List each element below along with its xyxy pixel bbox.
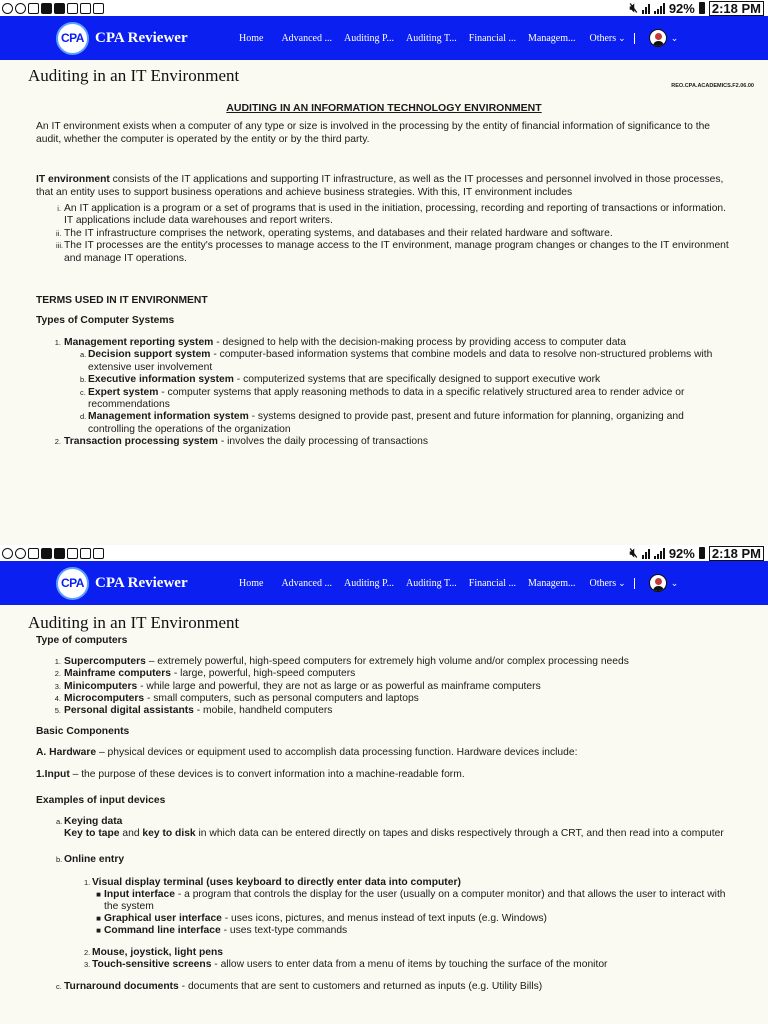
term-desc: - mobile, handheld computers <box>193 705 333 717</box>
notification-icon <box>2 3 13 14</box>
nav-home[interactable]: Home <box>239 32 264 44</box>
battery-icon <box>699 2 705 14</box>
list-item <box>80 387 732 412</box>
logo-text: CPA <box>61 31 84 45</box>
notification-icon <box>28 548 39 559</box>
term-desc: - a program that controls the display for the user (usually on a computer monitor) and that allows the user to interact with the system <box>104 888 726 913</box>
list-item <box>52 705 732 717</box>
term-desc: - computer-based information systems that combine models and data to resolve non-structured problems with extensive user involvement <box>88 349 713 373</box>
clock: 2:18 PM <box>709 1 764 16</box>
list-marker: b. <box>56 855 63 865</box>
list-marker: 2. <box>54 437 61 447</box>
section-heading: AUDITING IN AN INFORMATION TECHNOLOGY ENVIRONMENT <box>226 102 542 114</box>
term-desc: - while large and powerful, they are not as large or as powerful as mainframe computers <box>137 680 541 692</box>
chevron-down-icon: ⌄ <box>670 32 679 43</box>
nav-menu <box>239 33 581 44</box>
term-desc: – physical devices or equipment used to accomplish data processing function. Hardware devices include: <box>96 747 578 759</box>
list-marker: ii. <box>56 228 62 238</box>
term-desc: consists of the IT applications and supporting IT infrastructure, as well as the IT processes and personnel involved in those processes, that an entity uses to support business operations and achieve business strategies. With this, IT environment includes <box>36 174 724 198</box>
chevron-down-icon: ⌄ <box>618 32 626 43</box>
nav-financial[interactable]: Financial ... <box>468 577 516 589</box>
notification-icon <box>54 3 65 14</box>
nav-advanced[interactable]: Advanced ... <box>281 32 332 44</box>
list-item <box>52 436 732 448</box>
mail-icon <box>80 548 91 559</box>
navbar <box>0 16 768 60</box>
term: Minicomputers <box>64 680 138 692</box>
status-bar <box>0 0 768 16</box>
term-desc: - allow users to enter data from a menu of items by touching the surface of the monitor <box>211 958 608 970</box>
term: Expert system <box>88 386 159 398</box>
bullet-list <box>84 889 732 938</box>
list-item <box>80 374 732 386</box>
item-title: Keying data <box>64 816 123 828</box>
list-item <box>56 203 732 228</box>
basic-components-heading: Basic Components <box>36 726 130 738</box>
notification-icon <box>15 548 26 559</box>
term: Key to tape <box>64 828 120 840</box>
term-desc: - documents that are sent to customers and returned as inputs (e.g. Utility Bills) <box>178 981 543 993</box>
list-marker: 5. <box>54 706 61 716</box>
bullet-item <box>96 913 732 925</box>
cpa-logo-icon[interactable] <box>56 22 89 55</box>
wifi-icon <box>642 3 650 14</box>
screen-2 <box>0 545 768 993</box>
avatar <box>649 29 667 47</box>
term: A. Hardware <box>36 747 97 759</box>
term: Management reporting system <box>64 336 214 348</box>
mute-icon: 🔇︎ <box>629 0 638 15</box>
nav-others-dropdown[interactable] <box>581 578 634 589</box>
systems-list <box>36 337 732 449</box>
list-marker: b. <box>80 375 87 385</box>
list-marker: 2. <box>84 947 91 957</box>
notification-icon <box>28 3 39 14</box>
signal-icon <box>654 548 665 559</box>
brand-name[interactable]: CPA Reviewer <box>95 29 188 46</box>
nav-management[interactable]: Managem... <box>527 577 576 589</box>
list-marker: 1. <box>84 877 91 887</box>
notification-icon <box>54 548 65 559</box>
page-title: Auditing in an IT Environment <box>28 613 240 632</box>
signal-icon <box>654 3 665 14</box>
list-item <box>80 349 732 374</box>
nav-financial[interactable]: Financial ... <box>468 32 516 44</box>
notification-icons <box>2 548 104 559</box>
nav-advanced[interactable]: Advanced ... <box>281 577 332 589</box>
notification-icon <box>41 548 52 559</box>
brand-name[interactable]: CPA Reviewer <box>95 574 188 591</box>
clock: 2:18 PM <box>709 546 764 561</box>
list-item <box>52 681 732 693</box>
nav-auditing-p[interactable]: Auditing P... <box>344 577 395 589</box>
term-desc: - computer systems that apply reasoning methods to data in a specific relatively structured area to render advice or recommendations <box>88 386 685 410</box>
paragraph: An IT environment exists when a computer of any type or size is involved in the processing by the entity of financial information of significance to the audit, whether the computer is operated by the entity or by the third party. <box>36 121 711 145</box>
list-item <box>56 228 732 240</box>
list-item <box>84 877 732 889</box>
mute-icon: 🔇︎ <box>629 545 638 560</box>
list-marker: c. <box>80 387 86 397</box>
chevron-down-icon: ⌄ <box>670 577 679 588</box>
notification-icons <box>2 3 104 14</box>
list-marker: i. <box>57 204 61 214</box>
item-title: Online entry <box>64 854 125 866</box>
list-item <box>56 240 732 265</box>
wifi-icon <box>642 548 650 559</box>
chevron-down-icon: ⌄ <box>618 577 626 588</box>
computers-list <box>36 656 732 717</box>
nav-management[interactable]: Managem... <box>527 32 576 44</box>
nav-others-dropdown[interactable] <box>581 33 634 44</box>
avatar <box>649 574 667 592</box>
list-marker: 4. <box>54 693 61 703</box>
roman-list <box>36 203 732 265</box>
term: 1.Input <box>36 768 70 780</box>
list-marker: 3. <box>54 681 61 691</box>
logo-text: CPA <box>61 576 84 590</box>
list-detail <box>56 828 732 840</box>
bullet-icon: ■ <box>96 926 101 936</box>
list-marker: a. <box>80 350 87 360</box>
nav-others-label: Others <box>589 32 617 44</box>
paragraph <box>36 747 732 759</box>
list-text: The IT processes are the entity's processes to manage access to the IT environment, manage program changes or changes to the IT environment and manage IT operations. <box>64 240 729 264</box>
list-text: An IT application is a program or a set of programs that is used in the initiation, processing, recording and reporting of transactions or information. IT applications include data warehouses and report writers. <box>64 203 727 227</box>
content-area <box>0 60 768 517</box>
list-marker: 2. <box>54 669 61 679</box>
notification-icon <box>41 3 52 14</box>
term-desc: - uses icons, pictures, and menus instead of text inputs (e.g. Windows) <box>221 913 547 925</box>
term: Executive information system <box>88 374 234 386</box>
bullet-item <box>96 925 732 937</box>
battery-percent: 92% <box>668 0 695 16</box>
nav-auditing-t[interactable]: Auditing T... <box>406 577 457 589</box>
notification-icon <box>2 548 13 559</box>
page-title: Auditing in an IT Environment <box>28 66 240 85</box>
term: Personal digital assistants <box>64 705 194 717</box>
list-item <box>56 981 732 993</box>
nav-home[interactable]: Home <box>239 577 264 589</box>
term-desc: in which data can be entered directly on tapes and disks respectively through a CRT, and then read into a computer <box>195 828 724 840</box>
input-devices-list <box>36 816 732 993</box>
status-right <box>630 545 764 561</box>
term: Graphical user interface <box>104 913 222 925</box>
list-marker: a. <box>56 817 63 827</box>
bullet-item <box>96 889 732 913</box>
mail-icon <box>80 3 91 14</box>
list-item <box>84 959 732 971</box>
term: Mainframe computers <box>64 668 172 680</box>
navbar <box>0 561 768 605</box>
term: IT environment <box>36 174 110 186</box>
nav-auditing-p[interactable]: Auditing P... <box>344 32 395 44</box>
term: Microcomputers <box>64 692 145 704</box>
term-desc: – the purpose of these devices is to convert information into a machine-readable form. <box>69 768 465 780</box>
list-item <box>56 816 732 828</box>
list-marker: 1. <box>54 337 61 347</box>
term-desc: - systems designed to provide past, present and future information for planning, organizing and controlling the operations of the organization <box>88 411 684 435</box>
list-marker: 1. <box>54 657 61 667</box>
image-icon <box>93 548 104 559</box>
reference-code: REO.CPA.ACADEMICS.F2.06.00 <box>671 83 754 89</box>
term-desc: - small computers, such as personal computers and laptops <box>144 692 419 704</box>
list-marker: c. <box>56 982 62 992</box>
bullet-icon: ■ <box>96 914 101 924</box>
list-item <box>84 947 732 959</box>
term-desc: - designed to help with the decision-making process by providing access to computer data <box>213 336 627 348</box>
term-desc: - uses text-type commands <box>220 925 348 937</box>
notification-icon <box>67 548 78 559</box>
nav-auditing-t[interactable]: Auditing T... <box>406 32 457 44</box>
list-item <box>52 337 732 349</box>
nav-menu <box>239 578 581 589</box>
list-item <box>56 854 732 866</box>
list-item <box>52 693 732 705</box>
term: Decision support system <box>88 349 211 361</box>
term: Input interface <box>104 888 175 900</box>
nav-others-label: Others <box>589 577 617 589</box>
bullet-icon: ■ <box>96 889 101 899</box>
list-item <box>52 668 732 680</box>
term: Command line interface <box>104 925 221 937</box>
term-desc: and <box>119 828 143 840</box>
paragraph <box>36 769 732 781</box>
list-marker: d. <box>80 412 87 422</box>
battery-icon <box>699 547 705 559</box>
list-marker: 3. <box>84 959 91 969</box>
notification-icon <box>15 3 26 14</box>
types-heading: Types of Computer Systems <box>36 315 175 327</box>
term: key to disk <box>142 828 196 840</box>
term-desc: - involves the daily processing of transactions <box>217 436 428 448</box>
term-desc: - computerized systems that are specifically designed to support executive work <box>233 374 601 386</box>
image-icon <box>93 3 104 14</box>
list-marker: iii. <box>56 241 64 251</box>
item-title: Mouse, joystick, light pens <box>92 946 224 958</box>
item-title: Visual display terminal (uses keyboard to directly enter data into computer) <box>92 876 461 888</box>
examples-heading: Examples of input devices <box>36 794 166 806</box>
term: Supercomputers <box>64 656 146 668</box>
terms-heading: TERMS USED IN IT ENVIRONMENT <box>36 295 208 307</box>
term: Management information system <box>88 411 249 423</box>
term-desc: – extremely powerful, high-speed computers for extremely high volume and/or complex processing needs <box>145 656 629 668</box>
notification-icon <box>67 3 78 14</box>
sub-list <box>56 877 732 971</box>
status-bar <box>0 545 768 561</box>
battery-percent: 92% <box>668 545 695 561</box>
user-menu[interactable] <box>635 574 679 592</box>
term: Transaction processing system <box>64 436 218 448</box>
types-heading: Type of computers <box>36 635 128 646</box>
sub-list <box>52 349 732 436</box>
user-menu[interactable] <box>635 29 679 47</box>
item-title: Touch-sensitive screens <box>92 958 212 970</box>
status-right <box>630 0 764 16</box>
list-item <box>80 411 732 436</box>
paragraph <box>36 174 732 199</box>
cpa-logo-icon[interactable] <box>56 567 89 600</box>
list-text: The IT infrastructure comprises the network, operating systems, and databases and their related hardware and software. <box>64 227 613 239</box>
term: Turnaround documents <box>64 981 179 993</box>
term-desc: - large, powerful, high-speed computers <box>171 668 356 680</box>
list-item <box>52 656 732 668</box>
